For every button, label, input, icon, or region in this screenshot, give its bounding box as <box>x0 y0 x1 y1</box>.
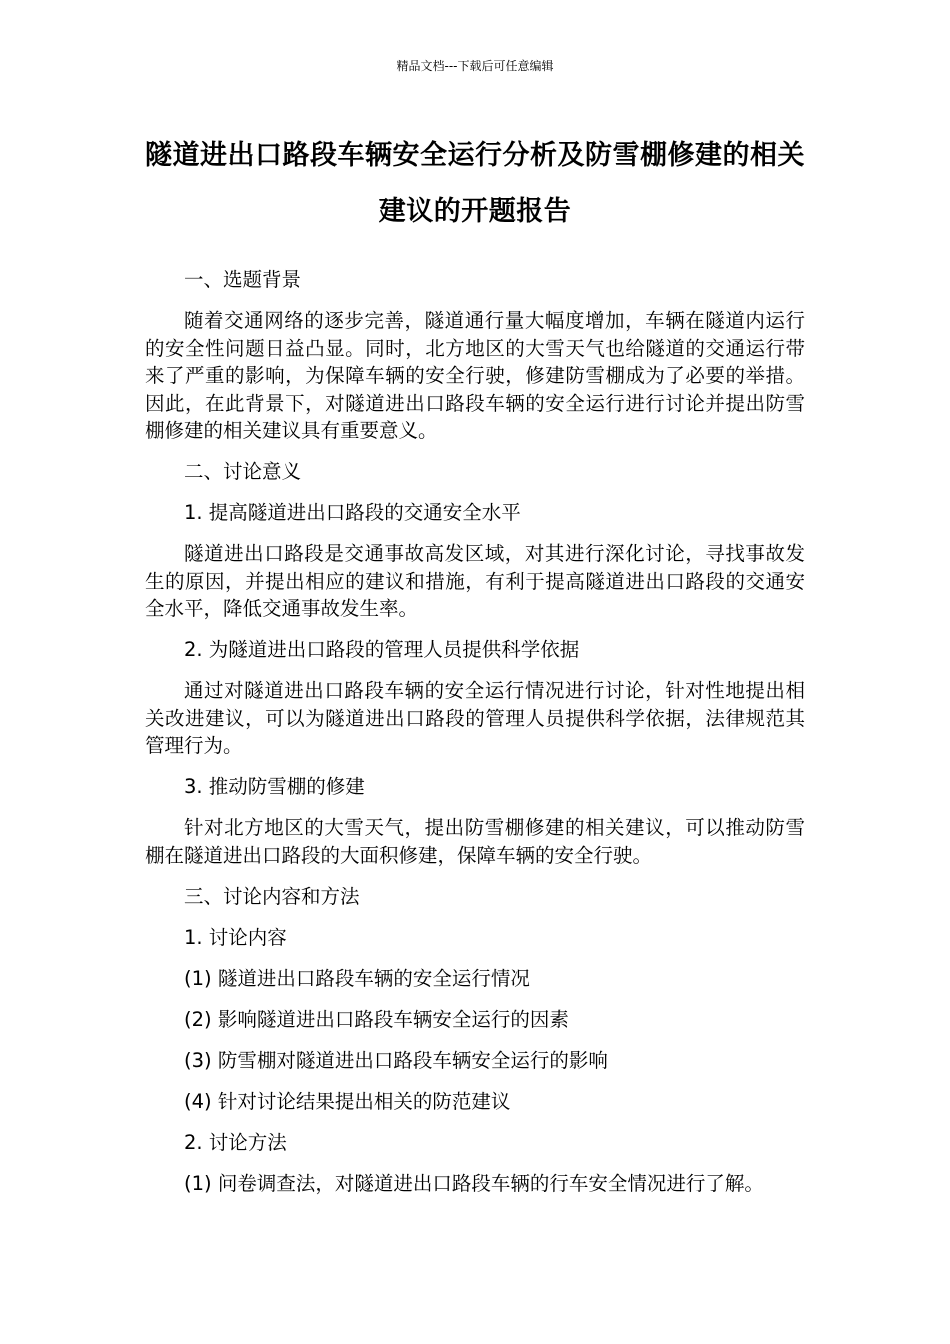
subheading-snow-shed: 3. 推动防雪棚的修建 <box>184 775 365 798</box>
section-heading-content-methods: 三、讨论内容和方法 <box>184 884 360 908</box>
subheading-safety-level: 1. 提高隧道进出口路段的交通安全水平 <box>184 501 521 524</box>
section-heading-significance: 二、讨论意义 <box>184 460 302 483</box>
subheading-methods: 2. 讨论方法 <box>184 1130 287 1154</box>
header-note: 精品文档---下载后可任意编辑 <box>396 59 554 73</box>
list-item-content-3: (3) 防雪棚对隧道进出口路段车辆安全运行的影响 <box>184 1048 608 1072</box>
section-heading-background: 一、选题背景 <box>184 268 302 291</box>
list-item-content-1: (1) 隧道进出口路段车辆的安全运行情况 <box>184 966 530 990</box>
document-body <box>145 266 805 1211</box>
paragraph-snow-shed: 针对北方地区的大雪天气，提出防雪棚修建的相关建议，可以推动防雪棚在隧道进出口路段的大面积修建，保障车辆的安全行驶。 <box>145 816 805 867</box>
paragraph-scientific-basis: 通过对隧道进出口路段车辆的安全运行情况进行讨论，针对性地提出相关改进建议，可以为隧道进出口路段的管理人员提供科学依据，法律规范其管理行为。 <box>145 679 805 757</box>
document-title: 隧道进出口路段车辆安全运行分析及防雪棚修建的相关建议的开题报告 <box>145 140 805 227</box>
list-item-method-1: (1) 问卷调查法，对隧道进出口路段车辆的行车安全情况进行了解。 <box>184 1171 764 1195</box>
list-item-content-4: (4) 针对讨论结果提出相关的防范建议 <box>184 1089 511 1113</box>
list-item-content-2: (2) 影响隧道进出口路段车辆安全运行的因素 <box>184 1007 569 1031</box>
subheading-scientific-basis: 2. 为隧道进出口路段的管理人员提供科学依据 <box>184 638 580 661</box>
paragraph-background: 随着交通网络的逐步完善，隧道通行量大幅度增加，车辆在隧道内运行的安全性问题日益凸显。同时，北方地区的大雪天气也给隧道的交通运行带来了严重的影响，为保障车辆的安全行驶，修建防雪棚成为了必要的举措。因此，在此背景下，对隧道进出口路段车辆的安全运行进行讨论并提出防雪棚修建的相关建议具有重要意义。 <box>145 309 805 442</box>
paragraph-safety-level: 隧道进出口路段是交通事故高发区域，对其进行深化讨论，寻找事故发生的原因，并提出相应的建议和措施，有利于提高隧道进出口路段的交通安全水平，降低交通事故发生率。 <box>145 542 805 620</box>
subheading-content: 1. 讨论内容 <box>184 925 287 949</box>
